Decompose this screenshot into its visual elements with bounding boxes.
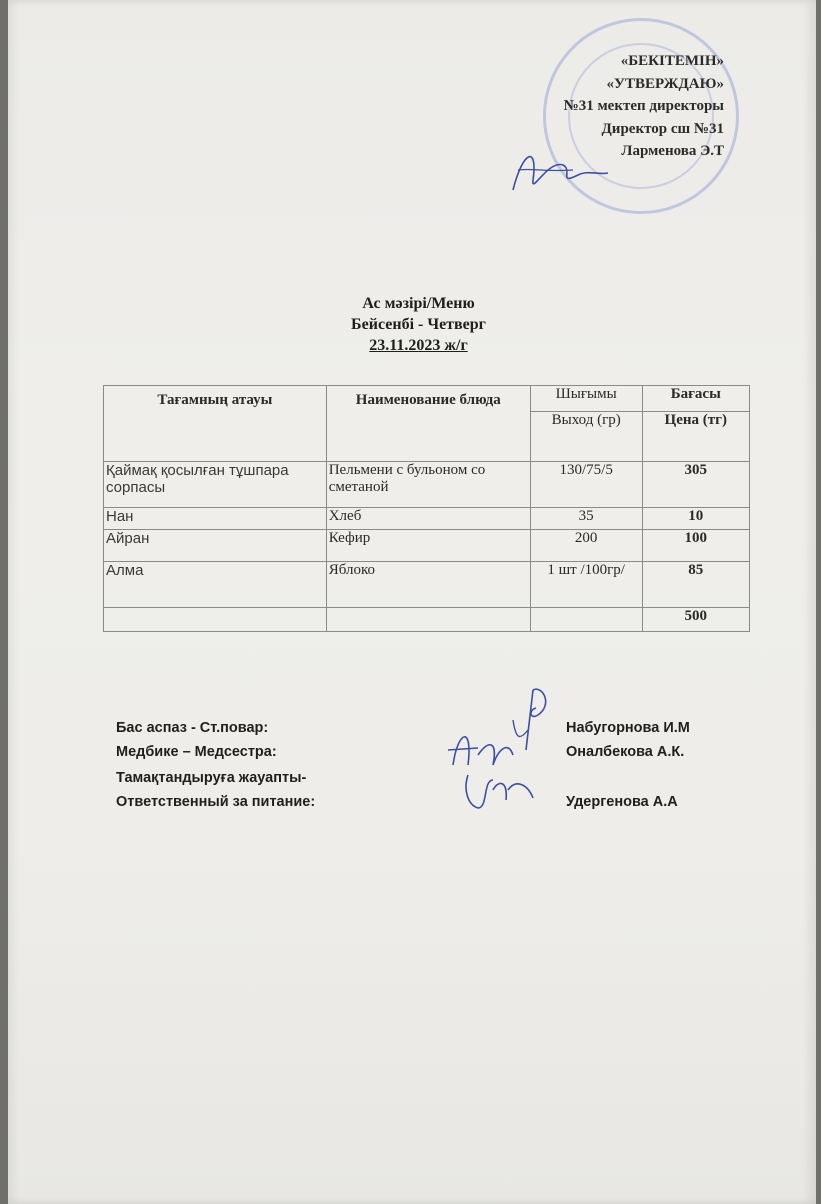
- row-price: 10: [642, 508, 750, 530]
- table-row: [104, 508, 750, 530]
- table-row: [104, 562, 750, 608]
- row-ru-name: Хлеб: [326, 508, 530, 530]
- row-price: 305: [642, 462, 750, 508]
- row-output: 130/75/5: [530, 462, 642, 508]
- header-price-kz: Бағасы: [642, 386, 750, 412]
- table-row: [104, 462, 750, 508]
- document-page: [8, 0, 816, 1204]
- table-row: [104, 530, 750, 562]
- row-output: 200: [530, 530, 642, 562]
- approval-line-2: «УТВЕРЖДАЮ»: [606, 75, 724, 92]
- handwritten-signatures: [438, 680, 578, 820]
- header-price-ru: Цена (тг): [642, 412, 750, 462]
- responsible-role-ru: Ответственный за питание:: [116, 794, 316, 810]
- chef-role: Бас аспаз - Ст.повар:: [116, 720, 269, 736]
- row-kz-name: Айран: [104, 530, 327, 562]
- approval-line-5: Ларменова Э.Т: [621, 143, 724, 159]
- table-total-row: [104, 608, 750, 632]
- table-header-row: [104, 386, 750, 412]
- row-kz-name: Нан: [104, 508, 327, 530]
- header-output-ru: Выход (гр): [530, 412, 642, 462]
- approval-line-1: «БЕКІТЕМІН»: [620, 53, 724, 69]
- row-output: 1 шт /100гр/: [530, 562, 642, 608]
- menu-date: 23.11.2023 ж/г: [369, 337, 468, 354]
- row-ru-name: Кефир: [326, 530, 530, 562]
- row-ru-name: Яблоко: [326, 562, 530, 608]
- responsible-role-kz: Тамақтандыруға жауапты-: [116, 770, 307, 786]
- row-price: 100: [642, 530, 750, 562]
- menu-day: Бейсенбі - Четверг: [351, 316, 486, 333]
- row-kz-name: Алма: [104, 562, 327, 608]
- header-output-kz: Шығымы: [530, 386, 642, 412]
- menu-title: Ас мәзірі/Меню: [362, 295, 475, 312]
- header-ru-name: Наименование блюда: [326, 386, 530, 462]
- approval-block: [564, 50, 724, 163]
- chef-name: Набугорнова И.М: [566, 720, 690, 736]
- approval-line-3: №31 мектеп директоры: [563, 98, 724, 114]
- row-ru-name: Пельмени с бульоном со сметаной: [326, 462, 530, 508]
- row-output: 35: [530, 508, 642, 530]
- responsible-name: Удергенова А.А: [566, 794, 678, 810]
- approval-line-4: Директор сш №31: [601, 120, 724, 137]
- total-price: 500: [642, 608, 750, 632]
- row-kz-name: Қаймақ қосылған тұшпара сорпасы: [104, 462, 327, 508]
- menu-table: [103, 385, 750, 632]
- nurse-name: Оналбекова А.К.: [566, 744, 685, 760]
- header-kz-name: Тағамның атауы: [104, 386, 327, 462]
- row-price: 85: [642, 562, 750, 608]
- nurse-role: Медбике – Медсестра:: [116, 744, 277, 760]
